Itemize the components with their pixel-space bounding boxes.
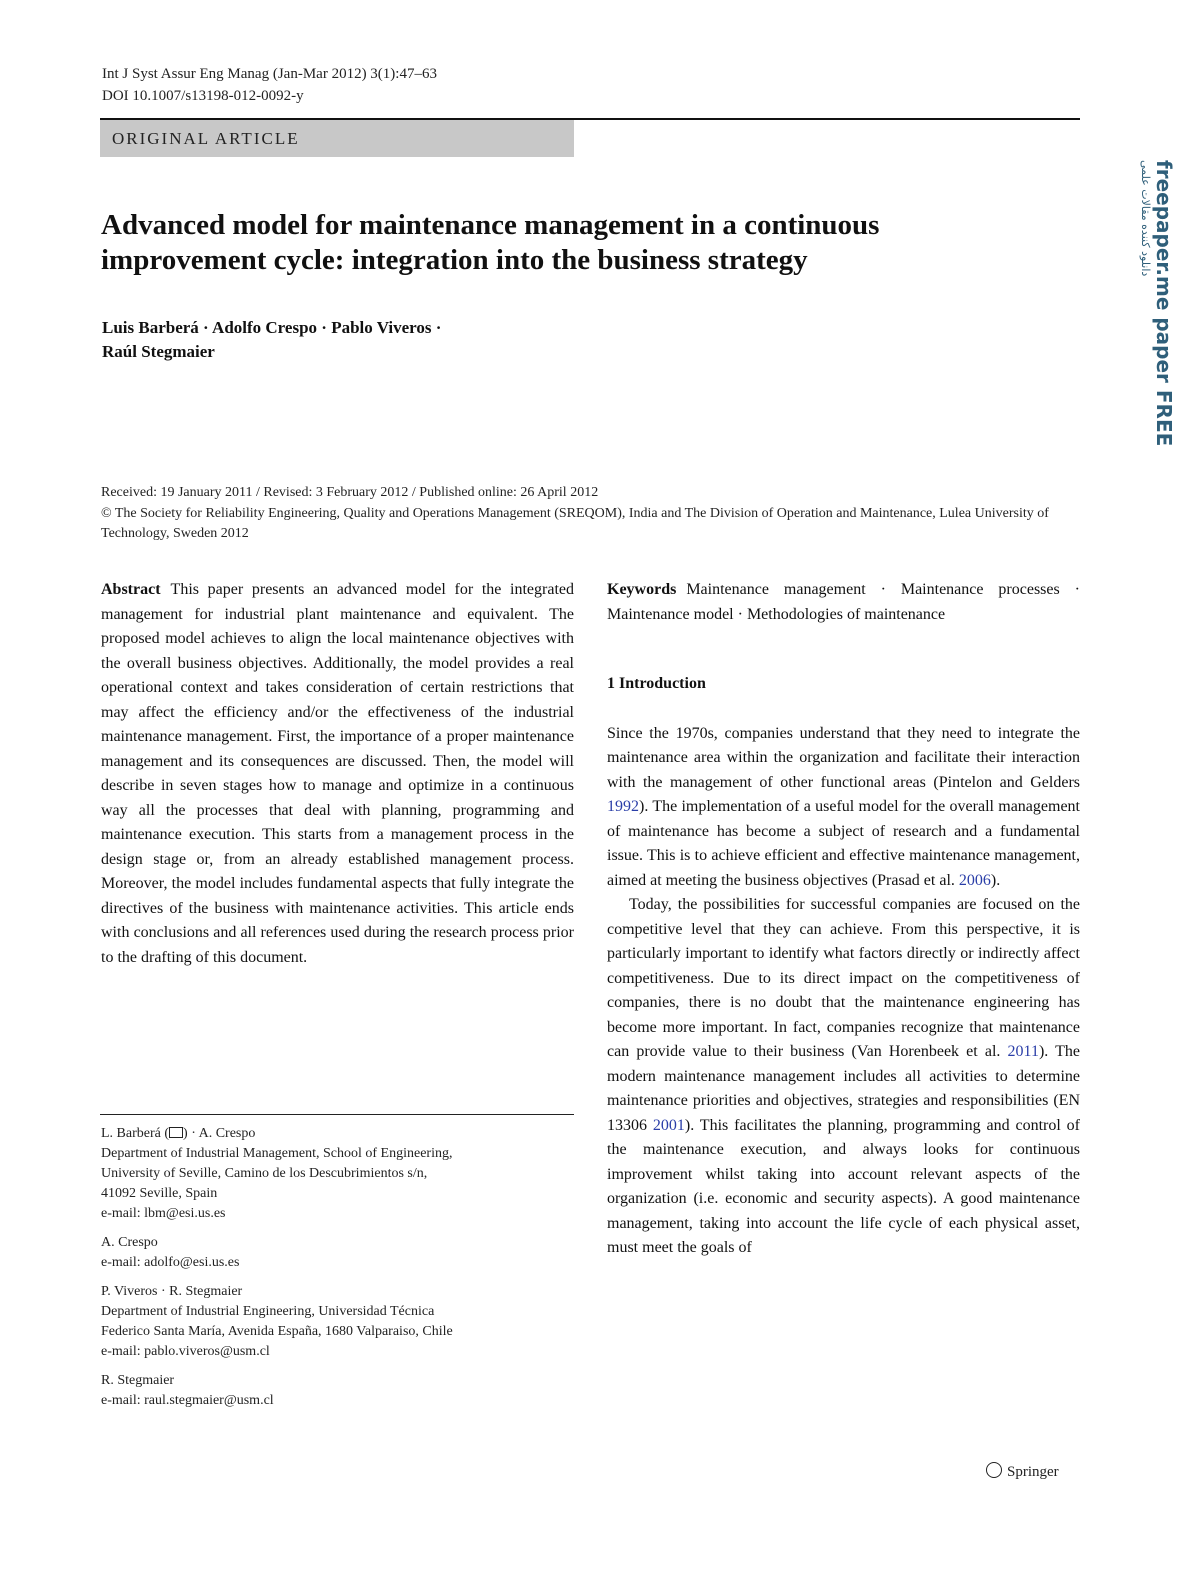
keywords-text: Maintenance management · Maintenance processes · Maintenance model · Methodologies of maintenance [607, 581, 1080, 623]
paragraph-text: ). The implementation of a useful model for the overall management of maintenance has become a subject of research and a fundamental issue. This is to achieve efficient and effective maintenance management, aimed at meeting the business objectives (Prasad et al. [607, 798, 1080, 889]
paragraph-text: Today, the possibilities for successful companies are focused on the competitive level that they can achieve. From this perspective, it is particularly important to identify what factors directly or indirectly affect competitiveness. Due to its direct impact on the competitiveness of companies, there is no doubt that the maintenance engineering has become more important. In fact, companies recognize that maintenance can provide value to their business (Van Horenbeek et al. [607, 896, 1080, 1060]
authors-line-1: Luis Barberá · Adolfo Crespo · Pablo Viveros · [102, 318, 442, 337]
affiliation-block [101, 1371, 574, 1411]
abstract-text: This paper presents an advanced model for the integrated management for industrial plant maintenance and equivalent. The proposed model achieves to align the local maintenance objectives with the overall business objectives. Additionally, the model provides a real operational context and takes consideration of certain restrictions that may affect the efficiency and/or the effectiveness of the industrial maintenance management. First, the importance of a proper maintenance management and its consequences are discussed. Then, the model will describe in seven stages how to manage and optimize in a continuous way all the processes that deal with planning, programming and maintenance execution. This starts from a management process in the design stage or, from an already established management process. Moreover, the model includes fundamental aspects that fully integrate the directives of the business with maintenance activities. This article ends with conclusions and all references used during the research process prior to the drafting of this document. [101, 581, 574, 966]
paragraph-text: ). This facilitates the planning, programming and control of the maintenance execution, and always looks for continuous improvement whilst taking into account relevant aspects of the organization (i.e. economic and security aspects). A good maintenance management, taking into account the life cycle of each physical asset, must meet the goals of [607, 1116, 1081, 1256]
affiliation-email[interactable]: e-mail: raul.stegmaier@usm.cl [101, 1393, 274, 1408]
journal-citation: Int J Syst Assur Eng Manag (Jan-Mar 2012) 3(1):47–63 [102, 66, 437, 82]
keywords-label: Keywords [607, 581, 677, 598]
affiliation-email[interactable]: e-mail: pablo.viveros@usm.cl [101, 1344, 270, 1359]
affiliation-email[interactable]: e-mail: lbm@esi.us.es [101, 1206, 226, 1221]
publisher-name: Springer [1007, 1464, 1059, 1480]
keywords-section [607, 578, 1080, 627]
affiliation-names: A. Crespo [101, 1235, 158, 1250]
affiliation-block [101, 1233, 574, 1273]
paragraph-text: Since the 1970s, companies understand that they need to integrate the maintenance area within the organization and facilitate their interaction with the management of other functional areas (Pintelon and Gelders [607, 724, 1080, 791]
affiliation-line: Department of Industrial Engineering, Universidad Técnica [101, 1304, 435, 1319]
watermark [1128, 160, 1176, 447]
publisher-logo [986, 1460, 1059, 1481]
copyright-notice: © The Society for Reliability Engineering, Quality and Operations Management (SREQOM), India and The Division of Operation and Maintenance, Lulea University of Technology, Sweden 2012 [101, 505, 1049, 541]
article-type-label: ORIGINAL ARTICLE [112, 129, 300, 148]
section-heading-introduction: 1 Introduction [607, 675, 706, 692]
abstract-label: Abstract [101, 581, 161, 598]
citation-link[interactable]: 1992 [607, 798, 639, 815]
intro-paragraph-2 [607, 893, 1080, 1261]
envelope-icon [169, 1127, 183, 1138]
abstract-section [101, 578, 574, 970]
affiliation-block [101, 1282, 574, 1362]
affiliation-names: P. Viveros · R. Stegmaier [101, 1284, 243, 1299]
right-column [607, 578, 1080, 1261]
article-type-bar [100, 120, 574, 157]
journal-header [102, 63, 437, 107]
paragraph-text: ). [990, 871, 1001, 889]
affiliation-block [101, 1124, 574, 1224]
affiliation-names-suffix: ) · A. Crespo [183, 1126, 256, 1141]
affiliation-line: University of Seville, Camino de los Descubrimientos s/n, [101, 1166, 428, 1181]
paper-title: Advanced model for maintenance management in a continuous improvement cycle: integration into the business strategy [101, 209, 880, 276]
affiliation-line: Department of Industrial Management, School of Engineering, [101, 1146, 453, 1161]
intro-paragraph-1 [607, 722, 1080, 894]
authors-line-2: Raúl Stegmaier [102, 342, 215, 361]
citation-link[interactable]: 2006 [958, 871, 991, 889]
affiliation-names: R. Stegmaier [101, 1373, 175, 1388]
publication-meta [101, 483, 1081, 545]
affiliation-names: L. Barberá ( [101, 1126, 170, 1141]
affiliation-rule [100, 1114, 574, 1115]
author-list [102, 316, 702, 364]
citation-link[interactable]: 2011 [1007, 1043, 1039, 1060]
affiliation-line: Federico Santa María, Avenida España, 1680 Valparaiso, Chile [101, 1324, 453, 1339]
watermark-line-2: دانلود کننده مقالات علمی [1139, 160, 1152, 277]
journal-doi: DOI 10.1007/s13198-012-0092-y [102, 88, 304, 104]
citation-link[interactable]: 2001 [652, 1116, 685, 1134]
watermark-line-1: freepaper.me paper FREE [1152, 160, 1176, 447]
publication-dates: Received: 19 January 2011 / Revised: 3 February 2012 / Published online: 26 April 2012 [101, 485, 599, 500]
springer-horse-icon [986, 1462, 1002, 1478]
affiliation-email[interactable]: e-mail: adolfo@esi.us.es [101, 1255, 240, 1270]
affiliation-line: 41092 Seville, Spain [101, 1186, 218, 1201]
paragraph-text: ). The modern maintenance management includes all activities to determine maintenance priorities and objectives, strategies and responsibilities (EN 13306 [607, 1043, 1080, 1134]
affiliations [101, 1124, 574, 1420]
